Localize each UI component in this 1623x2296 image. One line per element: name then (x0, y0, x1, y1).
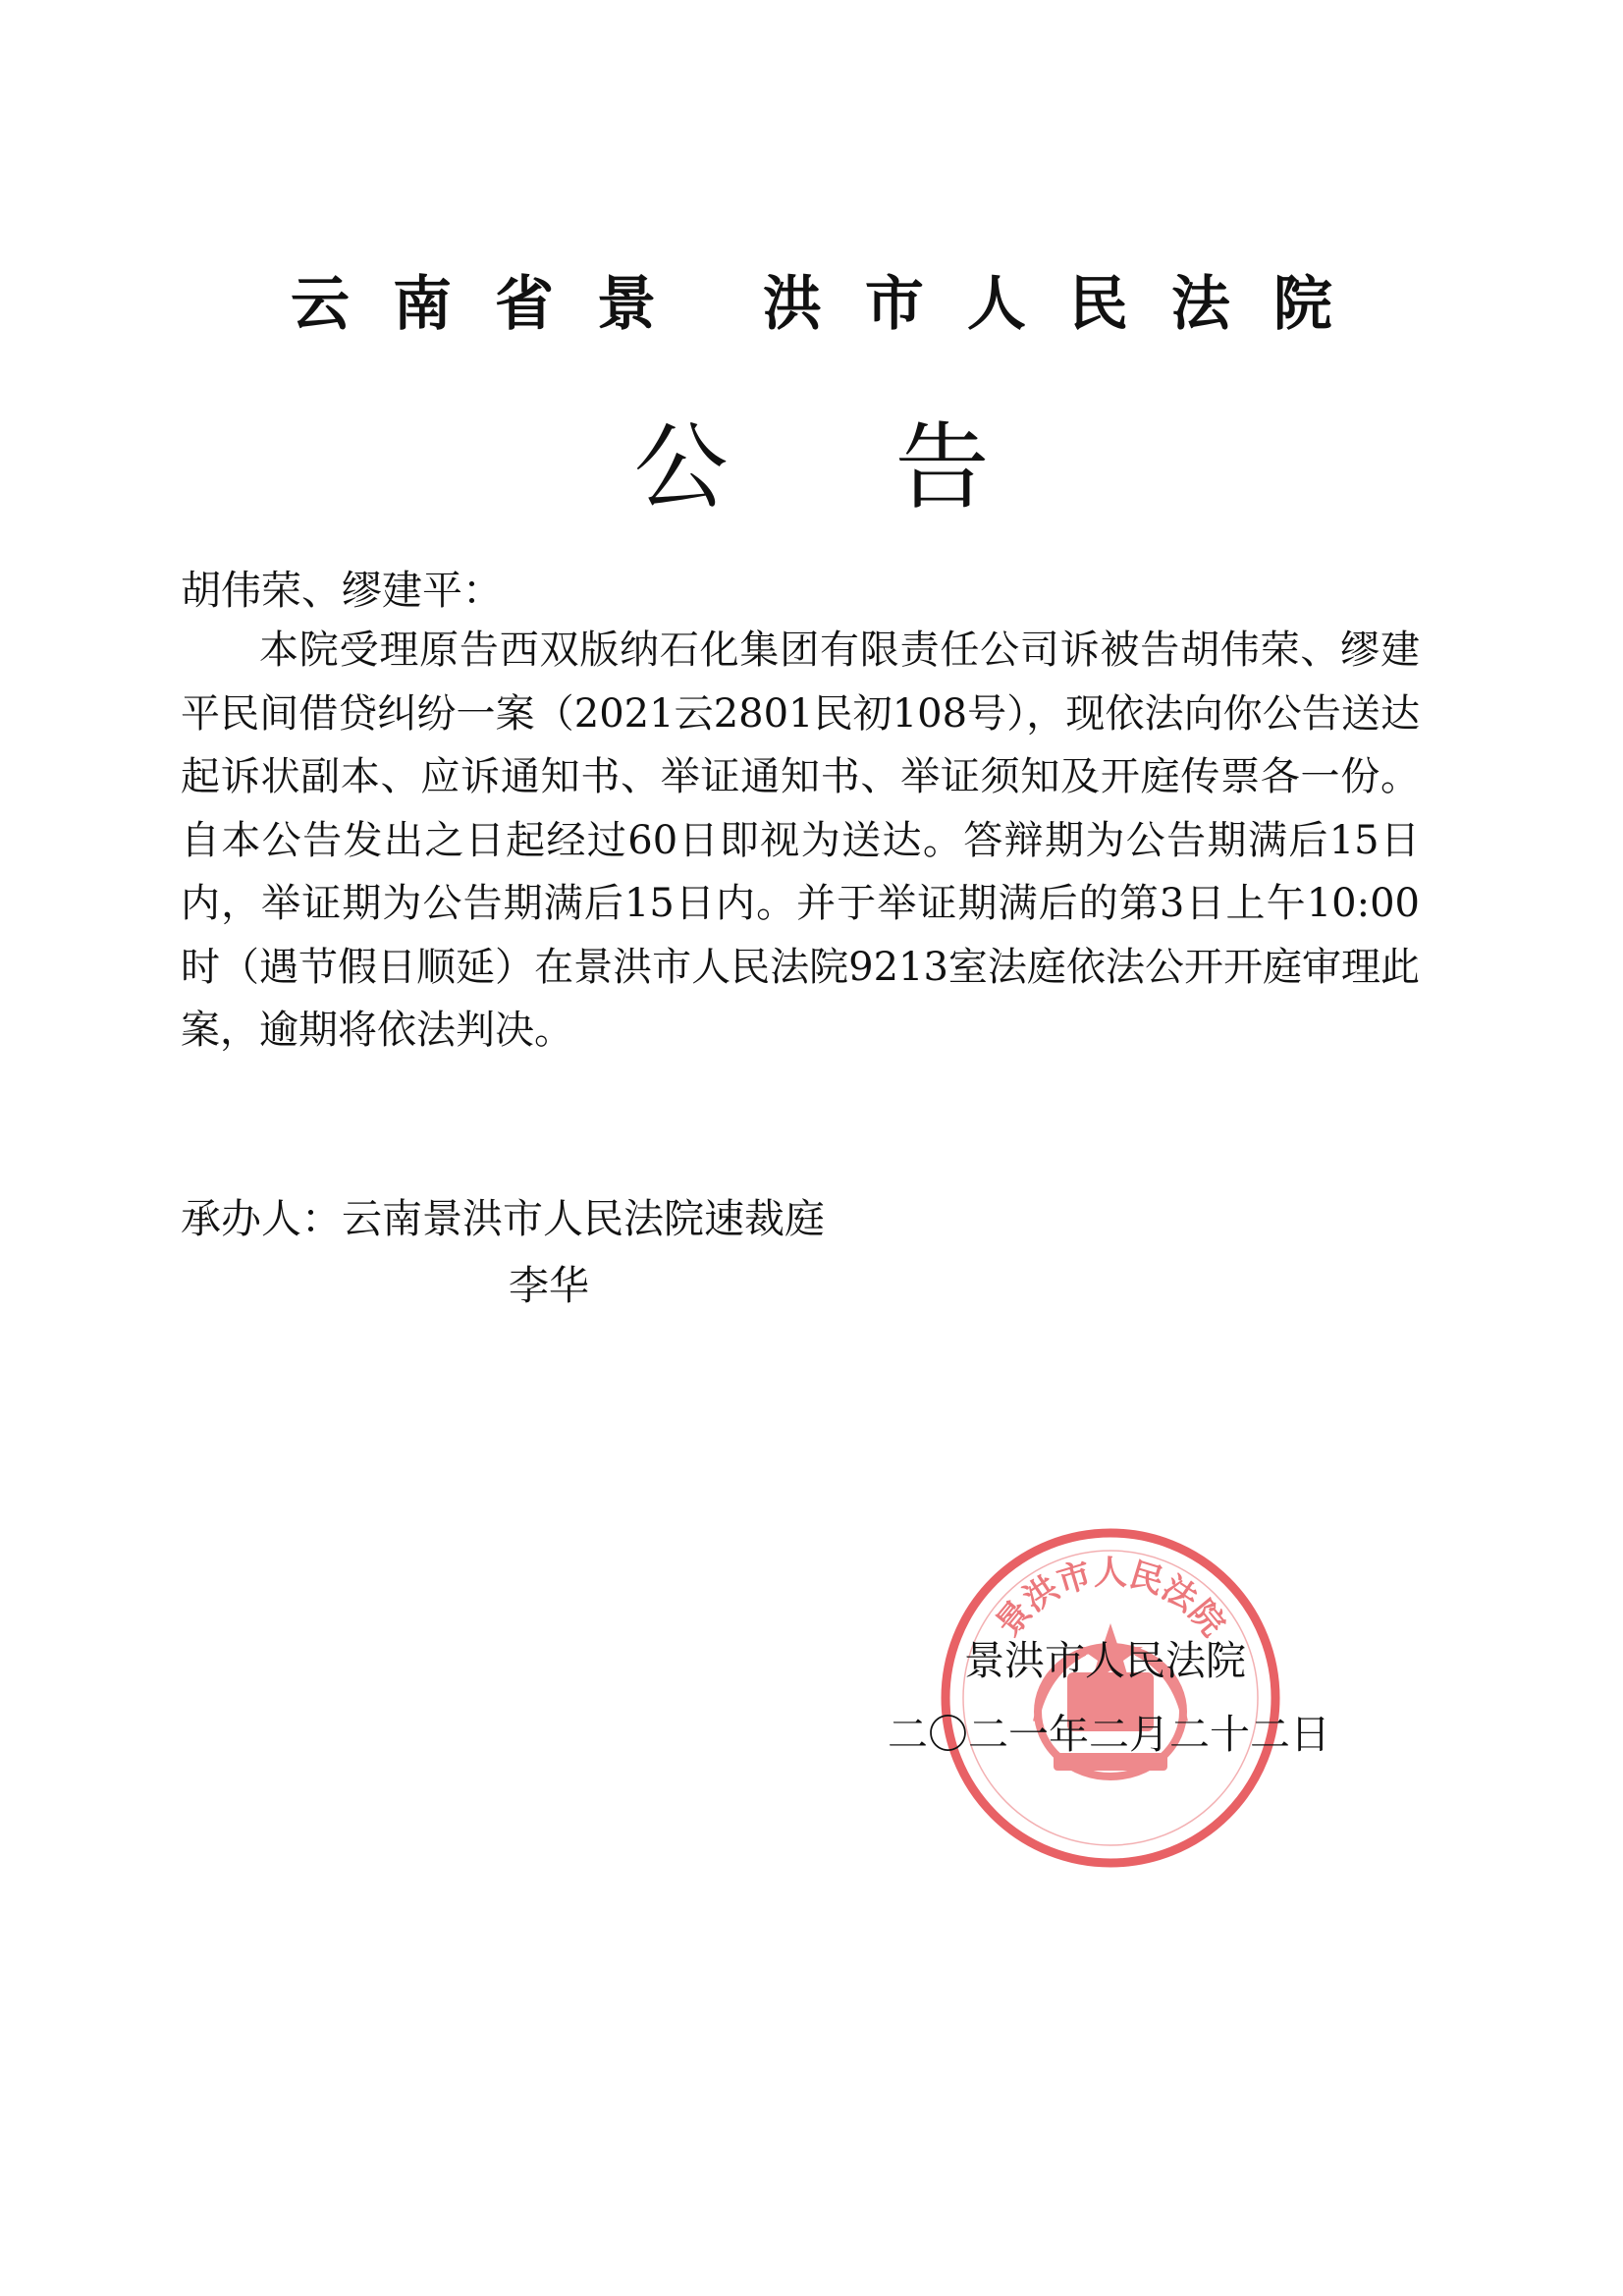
signature-court: 景洪市人民法院 (964, 1637, 1246, 1684)
handler-label: 承办人：云南景洪市人民法院速裁庭 (181, 1195, 825, 1242)
court-seal-icon (938, 1525, 1283, 1871)
svg-text:景洪市人民法院: 景洪市人民法院 (988, 1554, 1233, 1644)
handler-name: 李华 (509, 1262, 589, 1309)
notice-body: 本院受理原告西双版纳石化集团有限责任公司诉被告胡伟荣、缪建平民间借贷纠纷一案（2021云2801民初108号），现依法向你公告送达起诉状副本、应诉通知书、举证通知书、举证须知及开庭传票各一份。自本公告发出之日起经过60日即视为送达。答辩期为公告期满后15日内，举证期为公告期满后15日内。并于举证期满后的第3日上午10:00时（遇节假日顺延）在景洪市人民法院9213室法庭依法公开开庭审理此案，逾期将依法判决。 (181, 628, 1420, 1053)
signature-date: 二〇二一年二月二十二日 (888, 1711, 1330, 1758)
notice-title: 公告 (633, 412, 1157, 522)
court-title: 云南省景 洪市人民法院 (291, 270, 1376, 339)
addressee: 胡伟荣、缪建平： (181, 567, 503, 614)
